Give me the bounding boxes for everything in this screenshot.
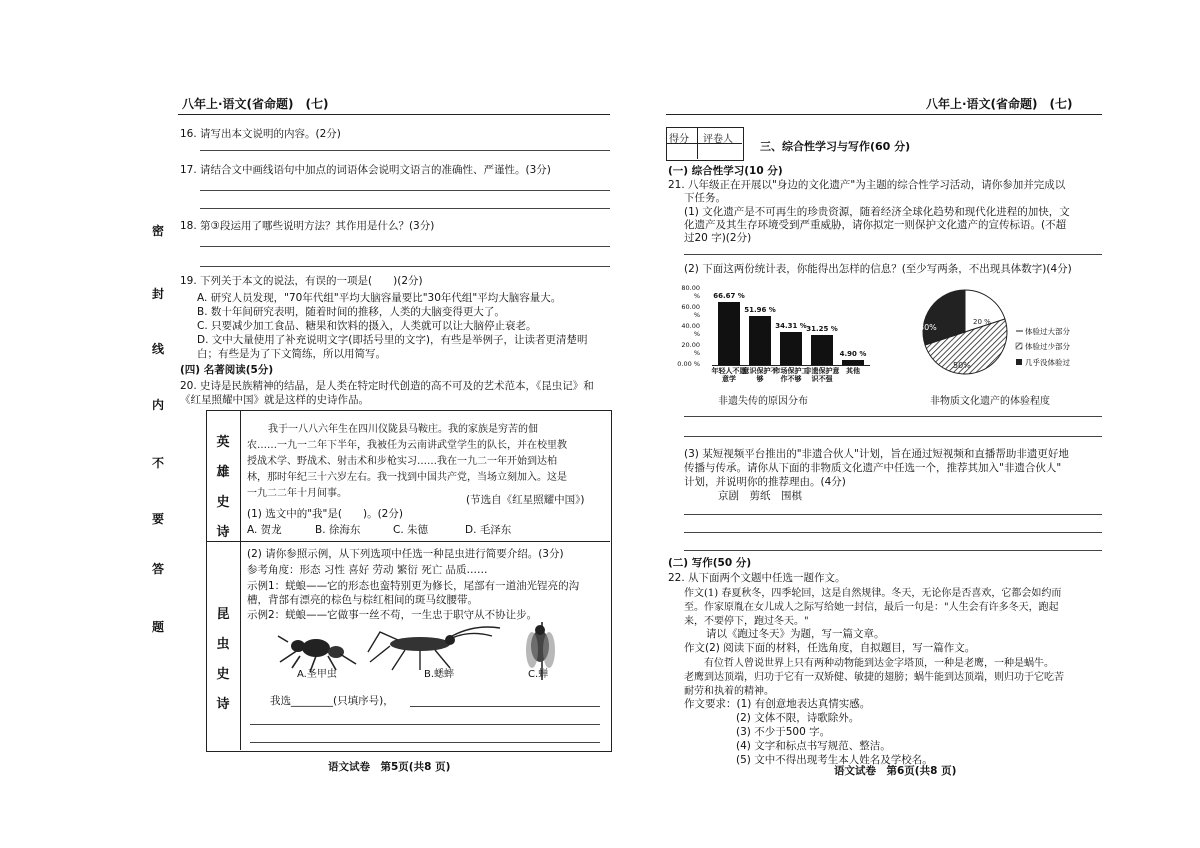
essay-requirements: 作文要求：(1) 有创意地表达真情实感。 xyxy=(684,698,871,710)
bar-value-label: 4.90 % xyxy=(839,350,867,359)
q19-option[interactable]: A. 研究人员发现，"70年代组"平均大脑容量要比"30年代组"平均大脑容量大。 xyxy=(197,292,562,304)
insect-example-2: 示例2：蜣蜋——它做事一丝不苟，一生忠于职守从不协让步。 xyxy=(247,609,538,621)
answer-line[interactable] xyxy=(200,190,610,191)
answer-line[interactable] xyxy=(684,254,1102,255)
hero-option-b[interactable]: B. 徐海东 xyxy=(315,524,361,536)
hero-text: 农……一九一二年下半年，我被任为云南讲武堂学生的队长，并在校里教 xyxy=(247,440,567,451)
bar xyxy=(718,302,740,365)
bar-category-label: 其他 xyxy=(846,367,860,375)
seal-char: 密 xyxy=(152,224,165,238)
q19-option[interactable]: C. 只要减少加工食品、糖果和饮料的摄入，人类就可以让大脑停止衰老。 xyxy=(197,320,537,332)
hero-option-d[interactable]: D. 毛泽东 xyxy=(465,524,512,536)
cricket-icon xyxy=(368,627,500,670)
essay-2-material: 耐劳和执着的精神。 xyxy=(684,686,774,697)
seal-char: 答 xyxy=(152,562,165,576)
q21-part3: (3) 某短视频平台推出的"非遗合伙人"计划，旨在通过短视频和直播帮助非遗更好地 xyxy=(684,448,1069,460)
answer-line[interactable] xyxy=(684,532,1102,533)
seal-char: 要 xyxy=(152,512,165,526)
seal-char: 不 xyxy=(152,456,165,470)
bar-value-label: 34.31 % xyxy=(775,322,807,331)
answer-line[interactable] xyxy=(684,550,1102,551)
bar xyxy=(842,360,864,365)
essay-2-material: 有位哲人曾说世界上只有两种动物能到达金字塔顶，一种是老鹰，一种是蜗牛。 xyxy=(704,658,1054,669)
essay-1: 作文(1) 春夏秋冬，四季轮回，这是自然规律。冬天，无论你是否喜欢，它都会如约而 xyxy=(684,588,1062,599)
essay-requirement: (3) 不少于500 字。 xyxy=(736,726,831,738)
subsection-1-title: (一) 综合性学习(10 分) xyxy=(668,165,783,177)
pie-legend xyxy=(1016,326,1070,367)
bar-chart-caption: 非遗失传的原因分布 xyxy=(718,396,808,407)
right-header-rule xyxy=(666,114,1102,115)
y-tick-label: 0.00 % xyxy=(677,360,700,368)
answer-line[interactable] xyxy=(200,266,610,267)
pie-chart-caption: 非物质文化遗产的体验程度 xyxy=(930,396,1050,407)
question-18: 18. 第③段运用了哪些说明方法？其作用是什么？(3分) xyxy=(180,220,435,232)
hero-text: 授战术学、野战术、射击术和步枪实习……我在一九二一年开始到达柏 xyxy=(247,456,557,467)
bar-category-label: 年轻人不愿意学 xyxy=(711,367,747,383)
q21-part3-cont: 计划，并说明你的推荐理由。(4分) xyxy=(684,476,846,488)
essay-2: 作文(2) 阅读下面的材料，任选角度，自拟题目，写一篇作文。 xyxy=(684,642,976,654)
seal-char: 线 xyxy=(152,342,165,356)
q19-option[interactable]: D. 文中大量使用了补充说明文字(即括号里的文字)，有些是举例子，让读者更清楚明 xyxy=(197,334,588,346)
answer-line[interactable] xyxy=(200,208,610,209)
question-21-cont: 下任务。 xyxy=(684,192,726,204)
y-tick-label: 60.00 % xyxy=(681,303,700,319)
heritage-options: 京剧 剪纸 围棋 xyxy=(718,490,802,502)
answer-line[interactable] xyxy=(684,436,1102,437)
bar-category-label: 意识保护不够 xyxy=(742,367,778,383)
q21-part3-cont: 传播与传承。请你从下面的非物质文化遗产中任选一个，推荐其加入"非遗合伙人" xyxy=(684,462,1062,474)
question-20: 20. 史诗是民族精神的结晶，是人类在特定时代创造的高不可及的艺术范本，《昆虫记》和 xyxy=(180,380,594,392)
score-label: 得分 xyxy=(669,134,689,145)
q19-option-continued: 白；有些是为了下文简练，所以用简写。 xyxy=(197,348,386,360)
insect-question: (2) 请你参照示例，从下列选项中任选一种昆虫进行简要介绍。(3分) xyxy=(247,548,564,560)
essay-requirement: (5) 文中不得出现考生本人姓名及学校名。 xyxy=(736,754,933,766)
hero-option-a[interactable]: A. 贺龙 xyxy=(247,524,282,536)
y-tick-label: 80.00 % xyxy=(681,284,700,300)
insect-choice[interactable]: 我选________(只填序号)， xyxy=(270,695,394,707)
answer-line[interactable] xyxy=(410,706,600,707)
insect-example-1-cont: 槽，背部有漂亮的棕色与棕红相间的斑马纹腰带。 xyxy=(247,594,478,606)
left-footer: 语文试卷 第5页(共8 页) xyxy=(328,761,451,773)
seal-char: 内 xyxy=(152,398,165,412)
x-axis xyxy=(712,365,870,366)
right-footer: 语文试卷 第6页(共8 页) xyxy=(834,765,957,777)
pie-slice-label: 30% xyxy=(919,323,937,332)
answer-line[interactable] xyxy=(684,514,1102,515)
hero-epic-label: 英 雄 史 诗 xyxy=(216,435,230,540)
grader-label: 评卷人 xyxy=(703,134,733,145)
essay-1-cont: 至。作家原胤在女儿成人之际写给她一封信，最后一句是："人生会有许多冬天，跑起 xyxy=(684,602,1059,613)
table-divider xyxy=(206,541,610,542)
score-input[interactable] xyxy=(667,144,697,158)
essay-1-cont: 来，不要停下，跑过冬天。" xyxy=(684,616,809,627)
insect-caption-a: A.圣甲虫 xyxy=(297,669,337,680)
y-tick-label: 20.00 % xyxy=(681,341,700,357)
bar-value-label: 66.67 % xyxy=(713,291,745,300)
bar-category-label: 市场保护工作不够 xyxy=(773,367,809,383)
question-20-cont: 《红星照耀中国》就是这样的史诗作品。 xyxy=(180,394,369,406)
left-header-rule xyxy=(178,114,610,115)
hero-source: (节选自《红星照耀中国》) xyxy=(466,494,585,506)
seal-char: 封 xyxy=(152,287,165,301)
question-16: 16. 请写出本文说明的内容。(2分) xyxy=(180,128,341,140)
answer-line[interactable] xyxy=(200,246,610,247)
pie-slice-label: 20 % xyxy=(973,318,991,326)
q21-part1-cont: 过20 字)(2分) xyxy=(684,232,752,244)
legend-entry: 体验过少部分 xyxy=(1025,342,1070,351)
question-21: 21. 八年级正在开展以"身边的文化遗产"为主题的综合性学习活动，请你参加并完成以 xyxy=(668,179,1066,191)
essay-2-material: 老鹰到达顶端，归功于它有一双矫健、敏捷的翅膀；蜗牛能到达顶端，则归功于它吃苦 xyxy=(684,672,1064,683)
section-4-title: (四) 名著阅读(5分) xyxy=(180,364,274,376)
table-divider xyxy=(240,410,241,750)
left-header: 八年上·语文(省命题) (七) xyxy=(182,97,329,111)
bar-category-label: 非遗保护意识不强 xyxy=(804,367,840,383)
q21-part1-cont: 化遗产及其生存环境受到严重威胁，请你拟定一则保护文化遗产的宣传标语。(不超 xyxy=(684,219,1067,231)
bar-value-label: 31.25 % xyxy=(806,325,838,334)
essay-requirement: (2) 文体不限，诗歌除外。 xyxy=(736,712,860,724)
bar-value-label: 51.96 % xyxy=(744,305,776,314)
legend-entry: 几乎没体验过 xyxy=(1025,358,1070,367)
hero-text: 一九二二年十月间事。 xyxy=(247,488,347,499)
question-17: 17. 请结合文中画线语句中加点的词语体会说明文语言的准确性、严谨性。(3分) xyxy=(180,164,551,176)
hero-option-c[interactable]: C. 朱德 xyxy=(393,524,429,536)
hero-question: (1) 选文中的"我"是( )。(2分) xyxy=(247,508,403,520)
question-19: 19. 下列关于本文的说法，有误的一项是( )(2分) xyxy=(180,275,423,287)
q21-part1: (1) 文化遗产是不可再生的珍贵资源，随着经济全球化趋势和现代化进程的加快，文 xyxy=(684,206,1070,218)
answer-line[interactable] xyxy=(250,742,600,743)
insect-caption-c: C.蝉 xyxy=(528,669,549,680)
pie-slice-label: 50% xyxy=(953,361,971,370)
essay-requirement: (4) 文字和标点书写规范、整洁。 xyxy=(736,740,891,752)
insect-epic-label: 昆 虫 史 诗 xyxy=(216,607,230,712)
insect-angles: 参考角度：形态 习性 喜好 劳动 繁衍 死亡 品质…… xyxy=(247,564,488,576)
subsection-2-title: (二) 写作(50 分) xyxy=(668,557,752,569)
seal-char: 题 xyxy=(152,620,165,634)
bar xyxy=(811,335,833,365)
question-22: 22. 从下面两个文题中任选一题作文。 xyxy=(668,572,846,584)
y-tick-label: 40.00 % xyxy=(681,322,700,338)
hero-text: 我于一八八六年生在四川仪陇县马鞍庄。我的家族是穷苦的佃 xyxy=(268,424,538,435)
pie-chart xyxy=(915,284,1135,384)
right-header: 八年上·语文(省命题) (七) xyxy=(926,97,1073,111)
q19-option[interactable]: B. 数十年间研究表明，随着时间的推移，人类的大脑变得更大了。 xyxy=(197,306,505,318)
bar xyxy=(780,332,802,365)
bar xyxy=(749,316,771,365)
hero-text: 林，那时年纪三十六岁左右。我一找到中国共产党，当场立刻加入。这是 xyxy=(247,472,567,483)
answer-line[interactable] xyxy=(250,724,600,725)
legend-entry: 体验过大部分 xyxy=(1025,327,1070,336)
insect-caption-b: B.蟋蟀 xyxy=(424,669,455,680)
section-3-title: 三、综合性学习与写作(60 分) xyxy=(760,140,911,153)
insect-example-1: 示例1：蜣蜋——它的形态也蛮特别更为修长，尾部有一道油光锃亮的沟 xyxy=(247,580,580,592)
answer-line[interactable] xyxy=(200,150,610,151)
essay-1-prompt: 请以《跑过冬天》为题，写一篇文章。 xyxy=(706,628,885,640)
answer-line[interactable] xyxy=(684,416,1102,417)
q21-part2: (2) 下面这两份统计表，你能得出怎样的信息？(至少写两条，不出现具体数字)(4分) xyxy=(684,263,1072,275)
